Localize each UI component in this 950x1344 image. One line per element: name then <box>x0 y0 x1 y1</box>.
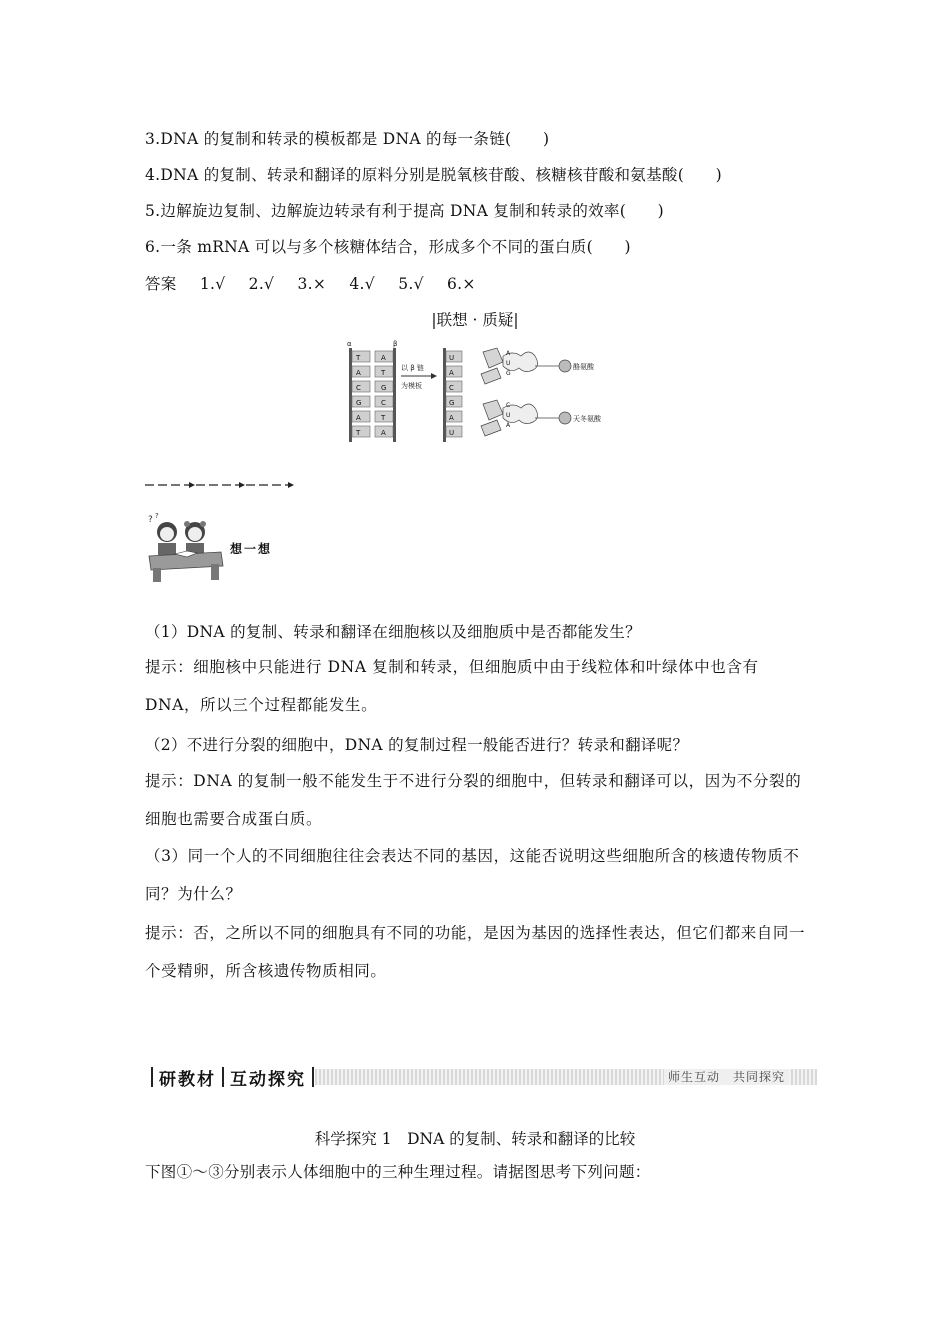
anticodon-base: A <box>506 422 511 429</box>
alpha-base: G <box>356 399 362 407</box>
hint-2: 提示：DNA 的复制一般不能发生于不进行分裂的细胞中，但转录和翻译可以，因为不分裂的细胞也需要合成蛋白质。 <box>145 772 802 828</box>
alpha-base: T <box>356 354 361 362</box>
statement-5: 5.边解旋边复制、边解旋边转录有利于提高 DNA 复制和转录的效率( ) <box>145 202 665 220</box>
beta-label: β <box>393 340 398 348</box>
question-1: （1）DNA 的复制、转录和翻译在细胞核以及细胞质中是否都能发生？ <box>145 623 641 641</box>
beta-base: G <box>381 384 387 392</box>
beta-base: A <box>381 429 386 437</box>
svg-text:?: ? <box>148 515 153 525</box>
banner-subtitle: 师生互动 共同探究 <box>664 1069 789 1085</box>
banner-title-part2: 互动探究 <box>230 1069 306 1090</box>
trna-bottom <box>481 400 571 436</box>
alpha-base: C <box>356 384 361 392</box>
beta-base: T <box>381 414 386 422</box>
anticodon-base: C <box>506 402 511 409</box>
alpha-label: α <box>347 340 352 348</box>
answer-line <box>145 272 494 294</box>
mrna-base: U <box>449 354 455 362</box>
svg-text:?: ? <box>155 512 159 520</box>
exploration-title: 科学探究 1 DNA 的复制、转录和翻译的比较 <box>314 1130 636 1148</box>
dashed-arrow-divider <box>145 478 295 492</box>
anticodon-base: G <box>506 370 511 377</box>
dna-transcription-figure <box>343 338 613 448</box>
amino-acid-label-top: 酪氨酸 <box>573 363 594 371</box>
banner-title <box>145 1065 320 1089</box>
alpha-base: T <box>356 429 361 437</box>
section-banner <box>145 1065 817 1089</box>
trna-top <box>481 348 571 384</box>
beta-base: C <box>381 399 386 407</box>
mrna-base: G <box>449 399 455 407</box>
question-3: （3）同一个人的不同细胞往往会表达不同的基因，这能否说明这些细胞所含的核遗传物质不同？为什么？ <box>145 847 800 903</box>
beta-base: A <box>381 354 386 362</box>
answer-item: 1.√ <box>199 275 226 293</box>
template-arrow <box>401 363 437 390</box>
anticodon-base: U <box>506 360 511 367</box>
alpha-base: A <box>356 369 361 377</box>
answer-item: 2.√ <box>248 275 275 293</box>
section-title-lianxiang: |联想 · 质疑| <box>431 311 519 329</box>
anticodon-base: U <box>506 412 511 419</box>
statement-6: 6.一条 mRNA 可以与多个核糖体结合，形成多个不同的蛋白质( ) <box>145 238 631 256</box>
statement-3: 3.DNA 的复制和转录的模板都是 DNA 的每一条链( ) <box>145 130 550 148</box>
svg-text:为模板: 为模板 <box>401 382 422 390</box>
alpha-base: A <box>356 414 361 422</box>
beta-base: T <box>381 369 386 377</box>
children-desk-illustration <box>145 510 225 584</box>
svg-text:以 β 链: 以 β 链 <box>401 364 424 372</box>
banner-title-part1: 研教材 <box>159 1069 216 1090</box>
amino-acid-label-bottom: 天冬氨酸 <box>573 415 601 423</box>
mrna-base: A <box>449 414 454 422</box>
answer-item: 5.√ <box>398 275 424 293</box>
hint-3: 提示：否，之所以不同的细胞具有不同的功能，是因为基因的选择性表达，但它们都来自同一个受精卵，所含核遗传物质相同。 <box>145 924 806 980</box>
answer-label: 答案 <box>145 275 177 293</box>
answer-item: 6.× <box>447 275 476 293</box>
anticodon-base: A <box>506 350 511 357</box>
mrna-base: U <box>449 429 455 437</box>
answer-item: 4.√ <box>349 275 375 293</box>
question-2: （2）不进行分裂的细胞中，DNA 的复制过程一般能否进行？转录和翻译呢？ <box>145 736 689 754</box>
hint-1: 提示：细胞核中只能进行 DNA 复制和转录，但细胞质中由于线粒体和叶绿体中也含有 DNA，所以三个过程都能发生。 <box>145 658 759 714</box>
exploration-intro: 下图①～③分别表示人体细胞中的三种生理过程。请据图思考下列问题： <box>145 1163 651 1181</box>
mrna-base: A <box>449 369 454 377</box>
statement-4: 4.DNA 的复制、转录和翻译的原料分别是脱氧核苷酸、核糖核苷酸和氨基酸( ) <box>145 166 722 184</box>
think-label: 想一想 <box>230 542 273 556</box>
mrna-base: C <box>449 384 454 392</box>
answer-item: 3.× <box>297 275 327 293</box>
